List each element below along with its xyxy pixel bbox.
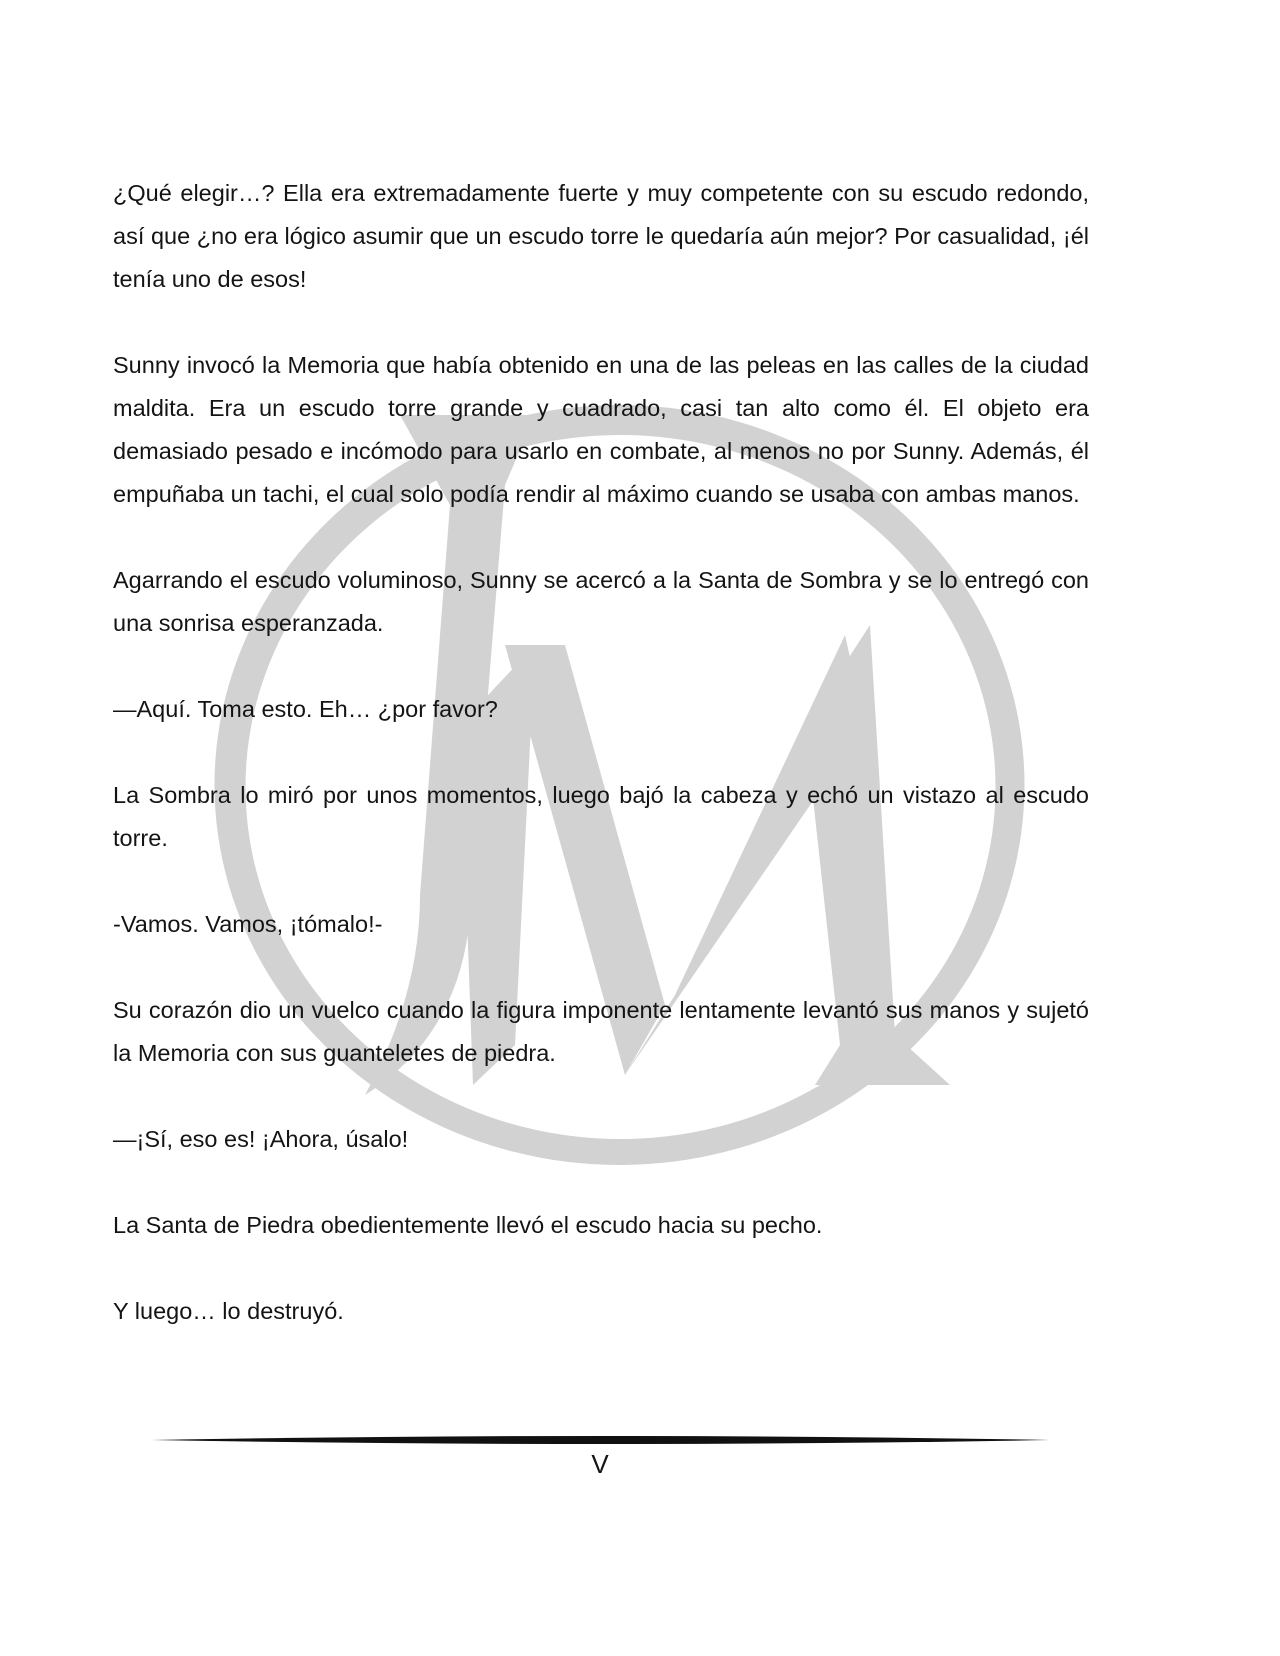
footer-divider <box>152 1434 1050 1446</box>
dialogue-line: —Aquí. Toma esto. Eh… ¿por favor? <box>113 696 498 722</box>
paragraph: Su corazón dio un vuelco cuando la figura imponente lentamente levantó sus manos y sujetó la Memoria con sus guanteletes de piedra. <box>113 997 1089 1066</box>
paragraph: La Santa de Piedra obedientemente llevó el escudo hacia su pecho. <box>113 1212 823 1238</box>
paragraph: Agarrando el escudo voluminoso, Sunny se acercó a la Santa de Sombra y se lo entregó con una sonrisa esperanzada. <box>113 567 1089 636</box>
paragraph: Sunny invocó la Memoria que había obtenido en una de las peleas en las calles de la ciudad maldita. Era un escudo torre grande y cuadrado, casi tan alto como él. El objeto era demasiado pesado e incómodo para usarlo en combate, al menos no por Sunny. Además, él empuñaba un tachi, el cual solo podía rendir al máximo cuando se usaba con ambas manos. <box>113 352 1089 507</box>
paragraph: ¿Qué elegir…? Ella era extremadamente fuerte y muy competente con su escudo redondo, así que ¿no era lógico asumir que un escudo torre le quedaría aún mejor? Por casualidad, ¡él tenía uno de esos! <box>113 180 1089 292</box>
dialogue-line: —¡Sí, eso es! ¡Ahora, úsalo! <box>113 1126 409 1152</box>
page-body <box>113 172 1089 1333</box>
thought-line: -Vamos. Vamos, ¡tómalo!- <box>113 911 383 937</box>
paragraph: Y luego… lo destruyó. <box>113 1298 344 1324</box>
paragraph: La Sombra lo miró por unos momentos, luego bajó la cabeza y echó un vistazo al escudo torre. <box>113 782 1089 851</box>
page-number: V <box>591 1449 609 1479</box>
